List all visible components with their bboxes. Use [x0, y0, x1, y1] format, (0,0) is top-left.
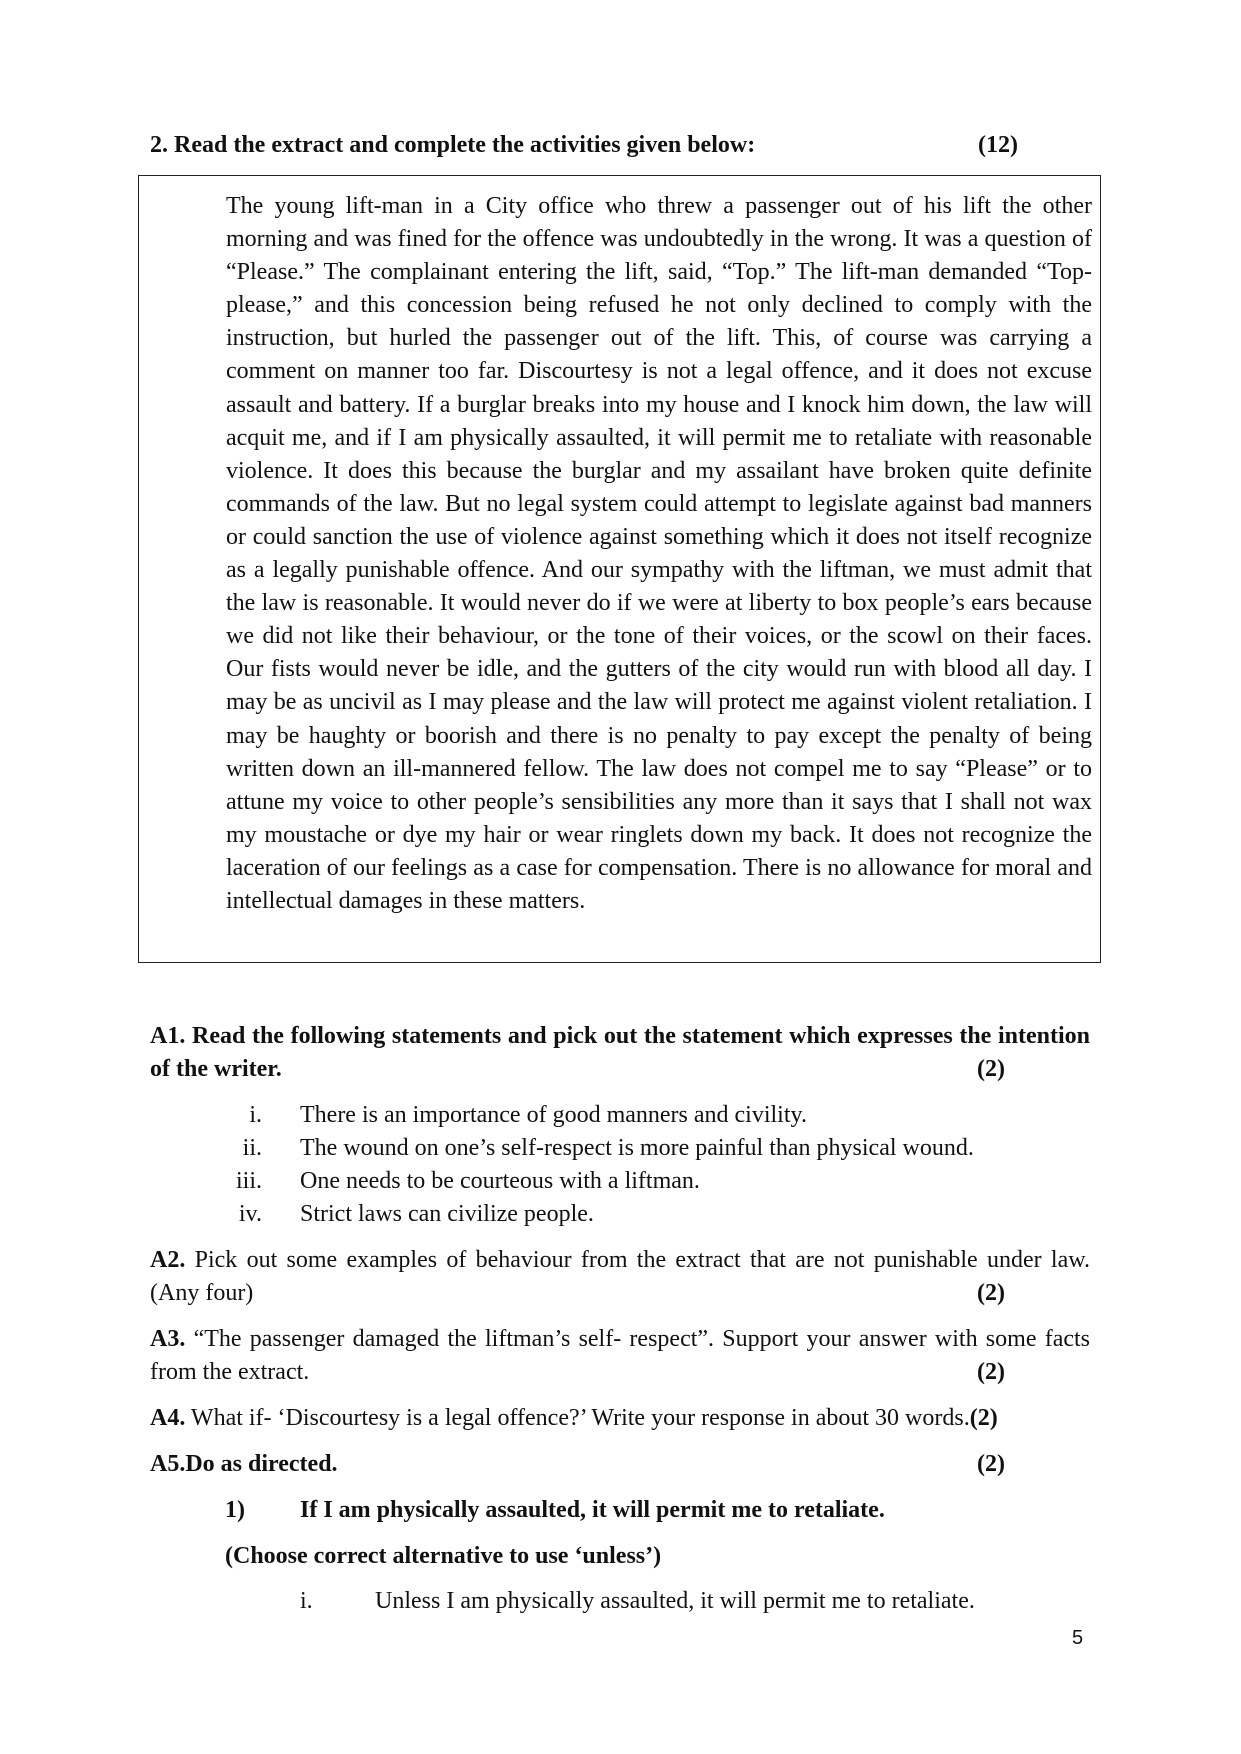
a3-label: A3.	[150, 1326, 186, 1352]
a2-marks: (2)	[977, 1280, 1005, 1306]
page-number: 5	[1072, 1627, 1084, 1649]
question-heading	[150, 128, 1020, 162]
a1-text: A1. Read the following statements and pick out the statement which expresses the intention of the writer.	[150, 1023, 1090, 1082]
a3-marks: (2)	[977, 1359, 1005, 1385]
activity-a4	[150, 1402, 1090, 1435]
option-number: iii.	[235, 1168, 262, 1194]
subquestion-number: 1)	[225, 1497, 245, 1523]
list-item	[150, 1198, 1050, 1231]
option-number: i.	[249, 1102, 262, 1128]
subquestion-instruction: (Choose correct alternative to use ‘unless’)	[225, 1543, 662, 1569]
question-marks: (12)	[978, 132, 1018, 158]
list-item	[150, 1132, 1050, 1165]
option-text: The wound on one’s self-respect is more painful than physical wound.	[300, 1135, 974, 1161]
a4-marks: (2)	[969, 1405, 998, 1431]
a4-label: A4.	[150, 1405, 186, 1431]
option-text: There is an importance of good manners and civility.	[300, 1102, 807, 1128]
question-heading-text: 2. Read the extract and complete the activities given below:	[150, 132, 756, 158]
list-item	[150, 1099, 1050, 1132]
a2-label: A2.	[150, 1247, 186, 1273]
extract-box	[138, 175, 1101, 963]
option-number: iv.	[238, 1201, 262, 1227]
subquestion-text: If I am physically assaulted, it will permit me to retaliate.	[300, 1497, 885, 1523]
a3-text: “The passenger damaged the liftman’s self- respect”. Support your answer with some facts from the extract.	[150, 1326, 1090, 1385]
a5-marks: (2)	[977, 1451, 1005, 1477]
a5-text: A5.Do as directed.	[150, 1451, 338, 1477]
a4-text: What if- ‘Discourtesy is a legal offence?’ Write your response in about 30 words.	[185, 1405, 970, 1431]
option-number: ii.	[242, 1135, 262, 1161]
activity-a1	[150, 1020, 1090, 1086]
list-item	[150, 1165, 1050, 1198]
activity-a5	[150, 1448, 1090, 1481]
activity-a3	[150, 1323, 1090, 1389]
activity-a2	[150, 1244, 1090, 1310]
option-text: Strict laws can civilize people.	[300, 1201, 594, 1227]
option-text: One needs to be courteous with a liftman.	[300, 1168, 700, 1194]
a1-options	[150, 1099, 1050, 1231]
option-text: Unless I am physically assaulted, it will permit me to retaliate.	[375, 1588, 975, 1614]
a2-text: Pick out some examples of behaviour from the extract that are not punishable under law. (Any four)	[150, 1247, 1090, 1306]
extract-text: The young lift-man in a City office who threw a passenger out of his lift the other morning and was fined for the offence was undoubtedly in the wrong. It was a question of “Please.” The complainant entering the lift, said, “Top.” The lift-man demanded “Top-please,” and this concession being refused he not only declined to comply with the instruction, but hurled the passenger out of the lift. This, of course was carrying a comment on manner too far. Discourtesy is not a legal offence, and it does not excuse assault and battery. If a burglar breaks into my house and I knock him down, the law will acquit me, and if I am physically assaulted, it will permit me to retaliate with reasonable violence. It does this because the burglar and my assailant have broken quite definite commands of the law. But no legal system could attempt to legislate against bad manners or could sanction the use of violence against something which it does not itself recognize as a legally punishable offence. And our sympathy with the liftman, we must admit that the law is reasonable. It would never do if we were at liberty to box people’s ears because we did not like their behaviour, or the tone of their voices, or the scowl on their faces. Our fists would never be idle, and the gutters of the city would run with blood all day. I may be as uncivil as I may please and the law will protect me against violent retaliation. I may be haughty or boorish and there is no penalty to pay except the penalty of being written down an ill-mannered fellow. The law does not compel me to say “Please” or to attune my voice to other people’s sensibilities any more than it says that I shall not wax my moustache or dye my hair or wear ringlets down my back. It does not recognize the laceration of our feelings as a case for compensation. There is no allowance for moral and intellectual damages in these matters.	[226, 193, 1092, 914]
option-number: i.	[300, 1588, 313, 1614]
a1-marks: (2)	[977, 1056, 1005, 1082]
